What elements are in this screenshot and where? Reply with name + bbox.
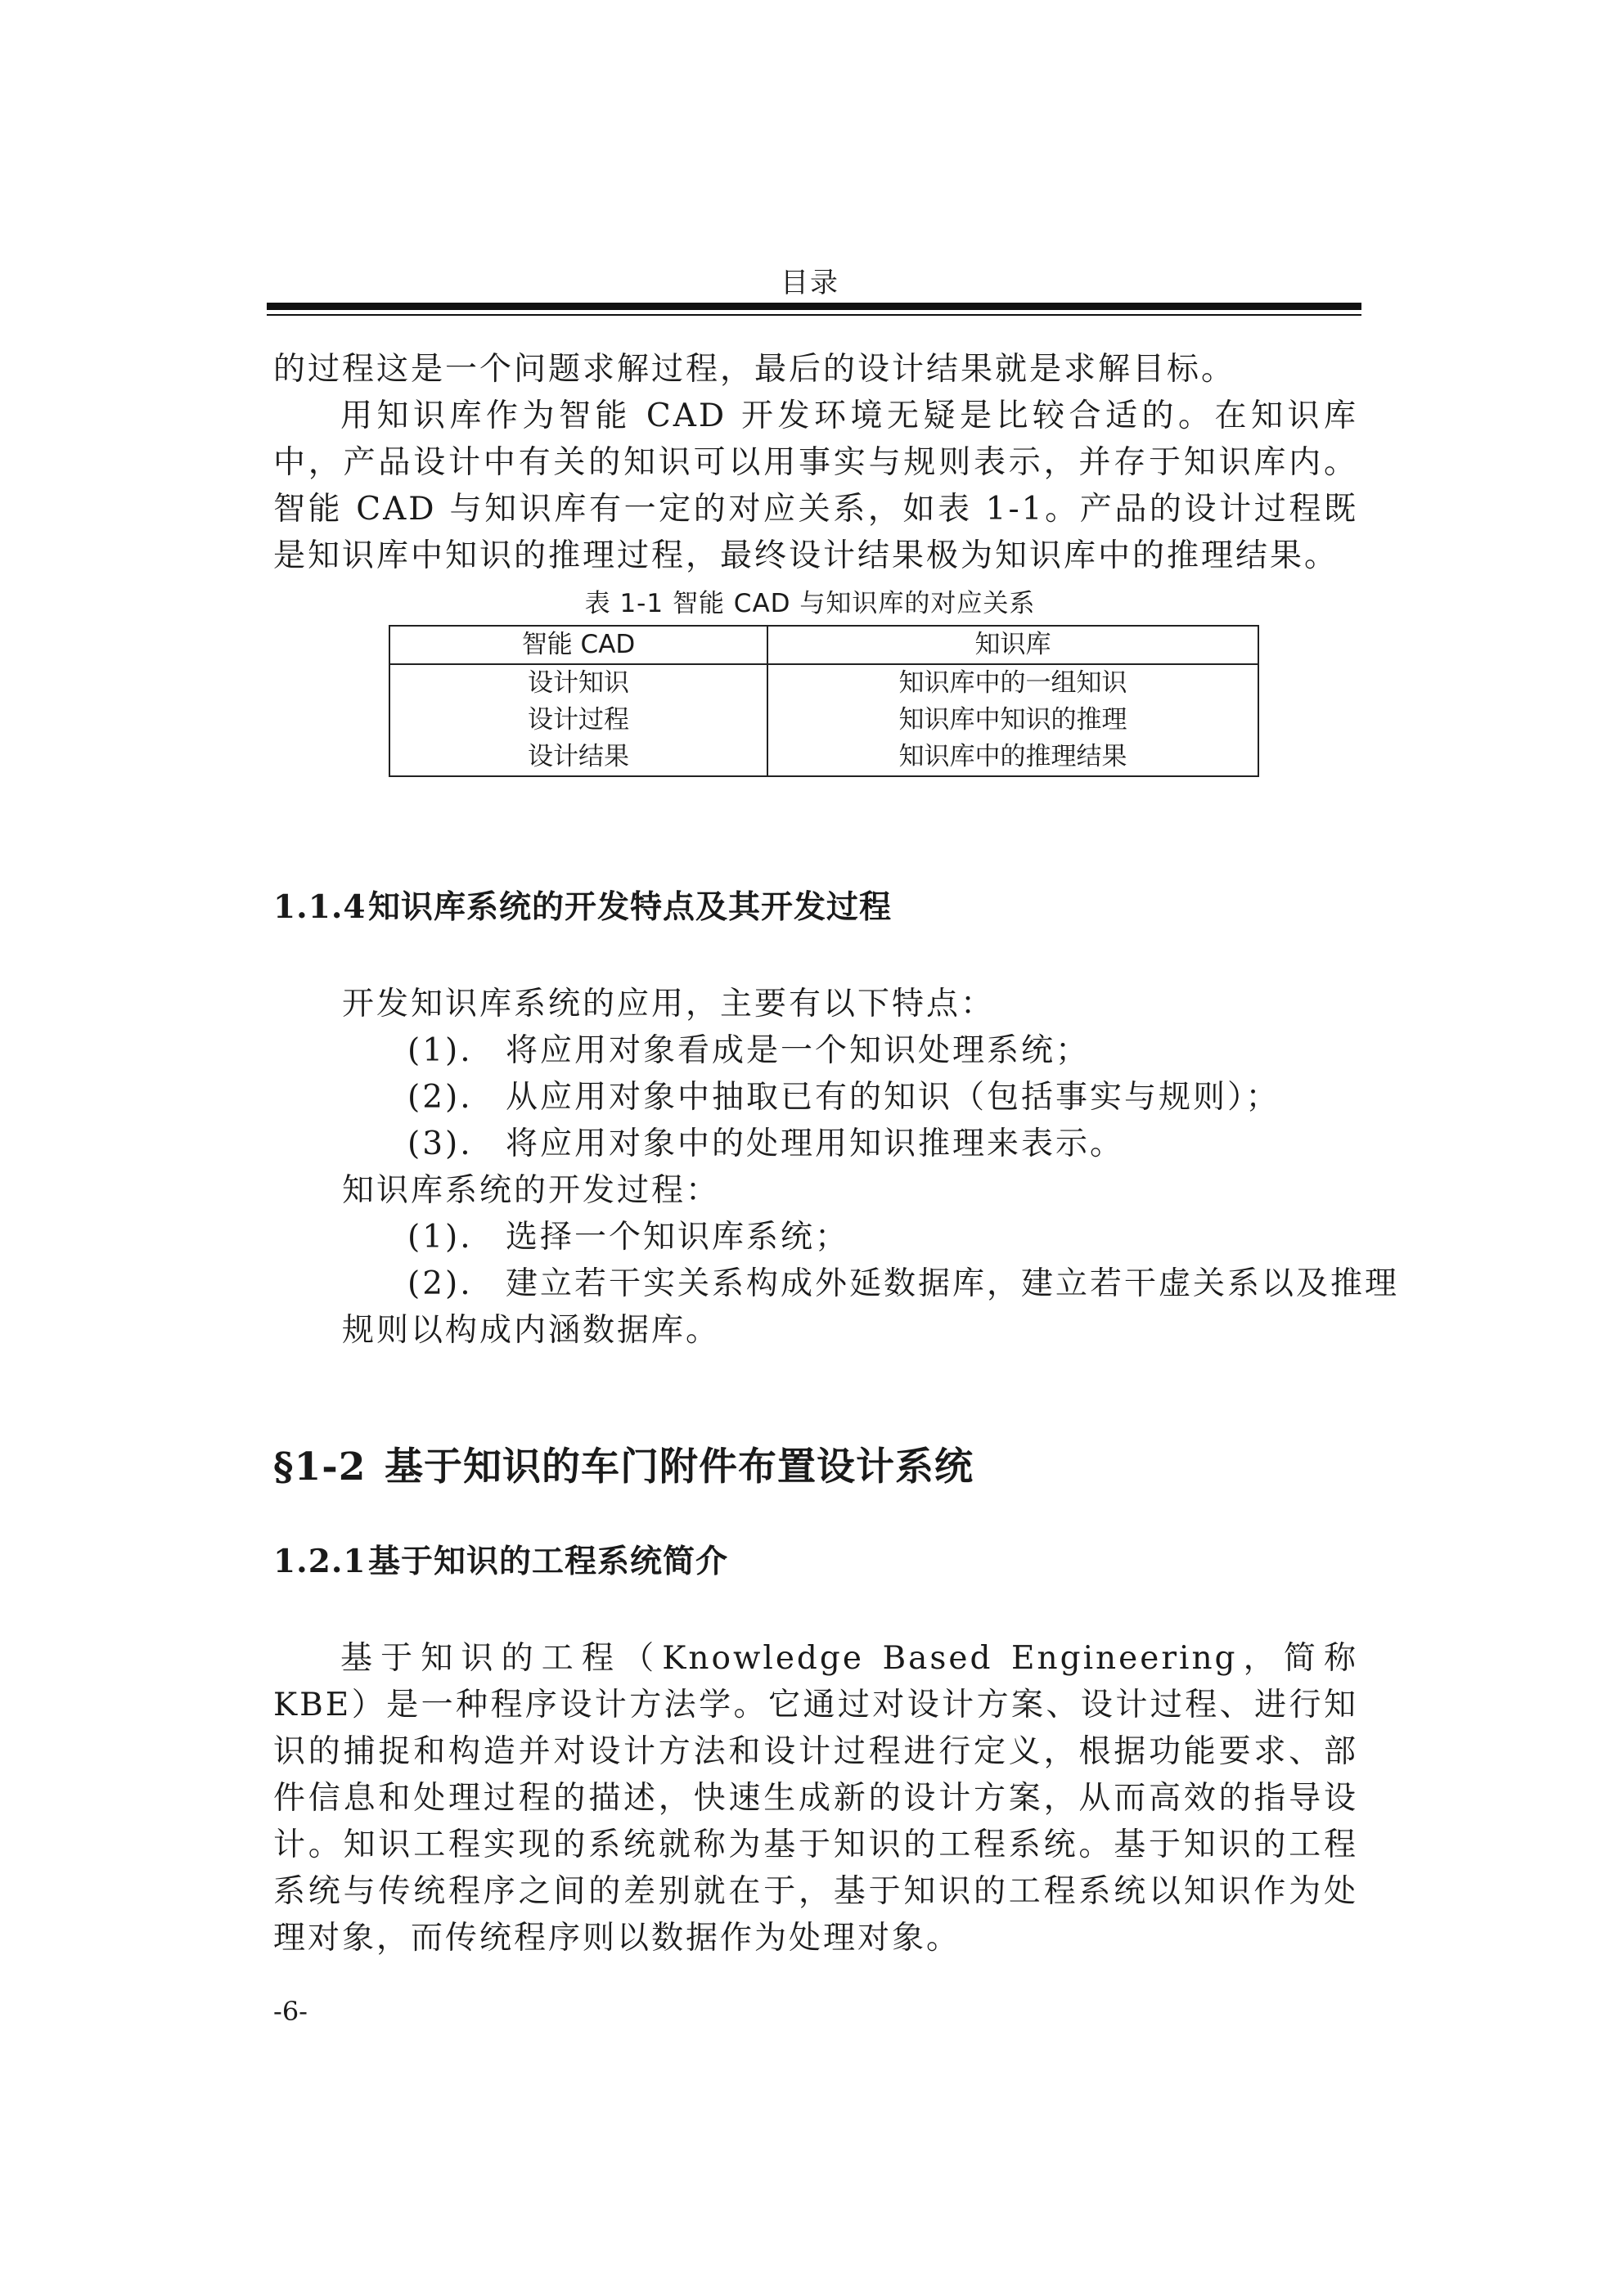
paragraph-knowledge-base: 用知识库作为智能 CAD 开发环境无疑是比较合适的。在知识库中，产品设计中有关的知识可以用事实与规则表示，并存于知识库内。智能 CAD 与知识库有一定的对应关系，如表 1-1。产品的设计过程既是知识库中知识的推理过程，最终设计结果极为知识库中的推理结果。: [273, 398, 1358, 574]
list-item-text: 将应用对象看成是一个知识处理系统；: [506, 1032, 1091, 1069]
list-item-continuation: 规则以构成内涵数据库。: [342, 1312, 721, 1349]
running-header: 目录: [781, 267, 839, 299]
paragraph-kbe: 基于知识的工程（Knowledge Based Engineering，简称 KBE）是一种程序设计方法学。它通过对设计方案、设计过程、进行知识的捕捉和构造并对设计方法和设计过程进行定义，根据功能要求、部件信息和处理过程的描述，快速生成新的设计方案，从而高效的指导设计。知识工程实现的系统就称为基于知识的工程系统。基于知识的工程系统与传统程序之间的差别就在于，基于知识的工程系统以知识作为处理对象，而传统程序则以数据作为处理对象。: [273, 1640, 1358, 1957]
section-heading-1-2-1: [273, 1536, 728, 1582]
table-cell: 设计结果: [389, 739, 767, 776]
list-item: [407, 1025, 1090, 1071]
table-header-cell: 知识库: [767, 626, 1258, 664]
list-item-text: 将应用对象中的处理用知识推理来表示。: [506, 1126, 1125, 1162]
process-intro: 知识库系统的开发过程：: [342, 1172, 721, 1209]
header-rule: [267, 303, 1361, 310]
table-cell: 知识库中的推理结果: [767, 739, 1258, 776]
table-cell: 知识库中的一组知识: [767, 664, 1258, 702]
list-item-text: 选择一个知识库系统；: [506, 1219, 850, 1256]
section-title: 基于知识的工程系统简介: [368, 1543, 729, 1580]
paragraph-continuation: 的过程这是一个问题求解过程，最后的设计结果就是求解目标。: [273, 351, 1236, 388]
table-row: [389, 664, 1258, 702]
section-number: §1-2: [273, 1445, 367, 1489]
section-title: 基于知识的车门附件布置设计系统: [385, 1445, 974, 1489]
table-header-row: [389, 626, 1258, 664]
list-marker: (3).: [407, 1126, 473, 1162]
table-cell: 设计过程: [389, 702, 767, 739]
list-item: [407, 1118, 1124, 1164]
section-heading-1-2: [273, 1436, 974, 1491]
section-number: 1.2.1: [273, 1543, 367, 1580]
list-item: [407, 1211, 849, 1257]
table-row: [389, 739, 1258, 776]
page-number: -6-: [273, 1996, 308, 2027]
table-header-cell: 智能 CAD: [389, 626, 767, 664]
table-caption: 表 1-1 智能 CAD 与知识库的对应关系: [584, 589, 1036, 618]
table-cell: 知识库中知识的推理: [767, 702, 1258, 739]
list-item-text: 建立若干实关系构成外延数据库，建立若干虚关系以及推理: [506, 1265, 1400, 1302]
list-marker: (1).: [407, 1219, 473, 1256]
list-item-text: 从应用对象中抽取已有的知识（包括事实与规则）；: [506, 1079, 1280, 1116]
correspondence-table: [389, 625, 1259, 777]
features-intro: 开发知识库系统的应用，主要有以下特点：: [342, 986, 996, 1022]
section-heading-1-1-4: [273, 882, 892, 928]
list-item: [407, 1258, 1399, 1304]
table-cell: 设计知识: [389, 664, 767, 702]
list-marker: (2).: [407, 1265, 473, 1302]
list-marker: (1).: [407, 1032, 473, 1069]
section-number: 1.1.4: [273, 888, 367, 926]
list-item: [407, 1072, 1280, 1117]
list-marker: (2).: [407, 1079, 473, 1116]
header-rule-thin: [267, 314, 1361, 316]
table-row: [389, 702, 1258, 739]
section-title: 知识库系统的开发特点及其开发过程: [368, 888, 893, 926]
